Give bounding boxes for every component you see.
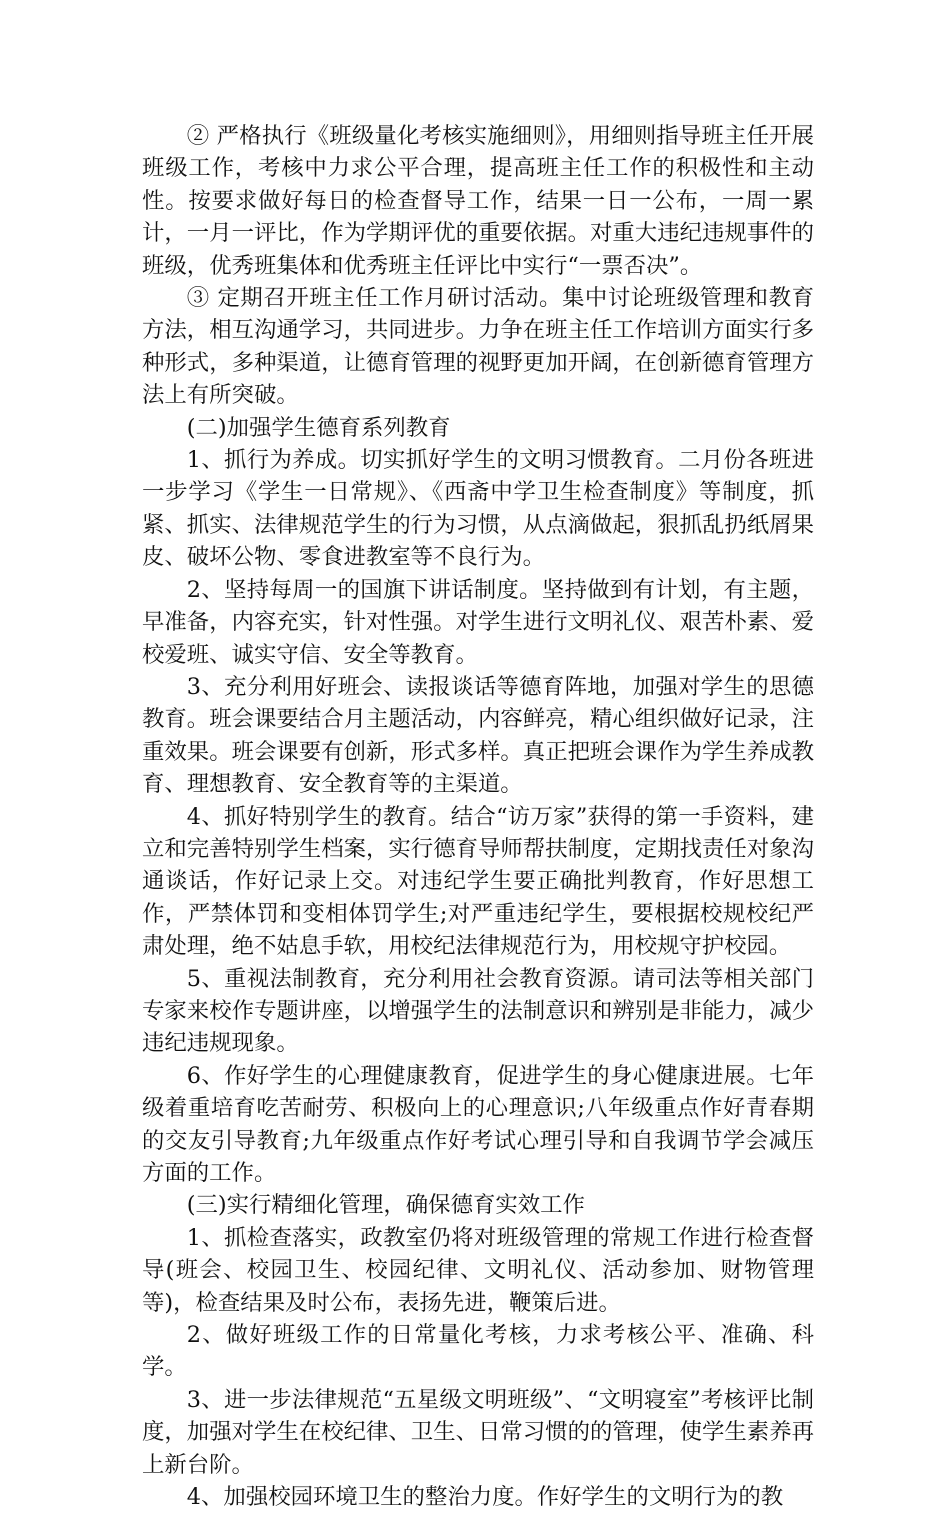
document-body <box>142 120 814 1513</box>
paragraph-6: 3、充分利用好班会、读报谈话等德育阵地，加强对学生的思德教育。班会课要结合月主题活动，内容鲜亮，精心组织做好记录，注重效果。班会课要有创新，形式多样。真正把班会课作为学生养成教育、理想教育、安全教育等的主渠道。 <box>142 673 814 798</box>
section-heading-3: (三)实行精细化管理，确保德育实效工作 <box>186 1192 585 1219</box>
paragraph-14: 4、加强校园环境卫生的整治力度。作好学生的文明行为的教 <box>186 1484 784 1511</box>
paragraph-12: 2、做好班级工作的日常量化考核，力求考核公平、准确、科学。 <box>142 1322 814 1381</box>
paragraph-1: ② 严格执行《班级量化考核实施细则》，用细则指导班主任开展班级工作，考核中力求公平合理，提高班主任工作的积极性和主动性。按要求做好每日的检查督导工作，结果一日一公布，一周一累计，一月一评比，作为学期评优的重要依据。对重大违纪违规事件的班级，优秀班集体和优秀班主任评比中实行“一票否决”。 <box>142 123 814 279</box>
paragraph-11: 1、抓检查落实，政教室仍将对班级管理的常规工作进行检查督导(班会、校园卫生、校园纪律、文明礼仪、活动参加、财物管理等)，检查结果及时公布，表扬先进，鞭策后进。 <box>142 1224 814 1316</box>
paragraph-7: 4、抓好特别学生的教育。结合“访万家”获得的第一手资料，建立和完善特别学生档案，实行德育导师帮扶制度，定期找责任对象沟通谈话，作好记录上交。对违纪学生要正确批判教育，作好思想工作，严禁体罚和变相体罚学生;对严重违纪学生，要根据校规校纪严肃处理，绝不姑息手软，用校纪法律规范行为，用校规守护校园。 <box>142 803 814 960</box>
paragraph-5: 2、坚持每周一的国旗下讲话制度。坚持做到有计划，有主题，早准备，内容充实，针对性强。对学生进行文明礼仪、艰苦朴素、爱校爱班、诚实守信、安全等教育。 <box>142 576 814 668</box>
section-heading-2: (二)加强学生德育系列教育 <box>186 414 451 441</box>
paragraph-2: ③ 定期召开班主任工作月研讨活动。集中讨论班级管理和教育方法，相互沟通学习，共同进步。力争在班主任工作培训方面实行多种形式，多种渠道，让德育管理的视野更加开阔，在创新德育管理方法上有所突破。 <box>142 285 814 409</box>
paragraph-4: 1、抓行为养成。切实抓好学生的文明习惯教育。二月份各班进一步学习《学生一日常规》、《西斋中学卫生检查制度》等制度，抓紧、抓实、法律规范学生的行为习惯，从点滴做起，狠抓乱扔纸屑果皮、破坏公物、零食进教室等不良行为。 <box>142 447 814 571</box>
paragraph-8: 5、重视法制教育，充分利用社会教育资源。请司法等相关部门专家来校作专题讲座，以增强学生的法制意识和辨别是非能力，减少违纪违规现象。 <box>142 965 814 1057</box>
paragraph-13: 3、进一步法律规范“五星级文明班级”、“文明寝室”考核评比制度，加强对学生在校纪律、卫生、日常习惯的的管理，使学生素养再上新台阶。 <box>142 1386 814 1478</box>
paragraph-9: 6、作好学生的心理健康教育，促进学生的身心健康进展。七年级着重培育吃苦耐劳、积极向上的心理意识;八年级重点作好青春期的交友引导教育;九年级重点作好考试心理引导和自我调节学会减压方面的工作。 <box>142 1062 814 1186</box>
